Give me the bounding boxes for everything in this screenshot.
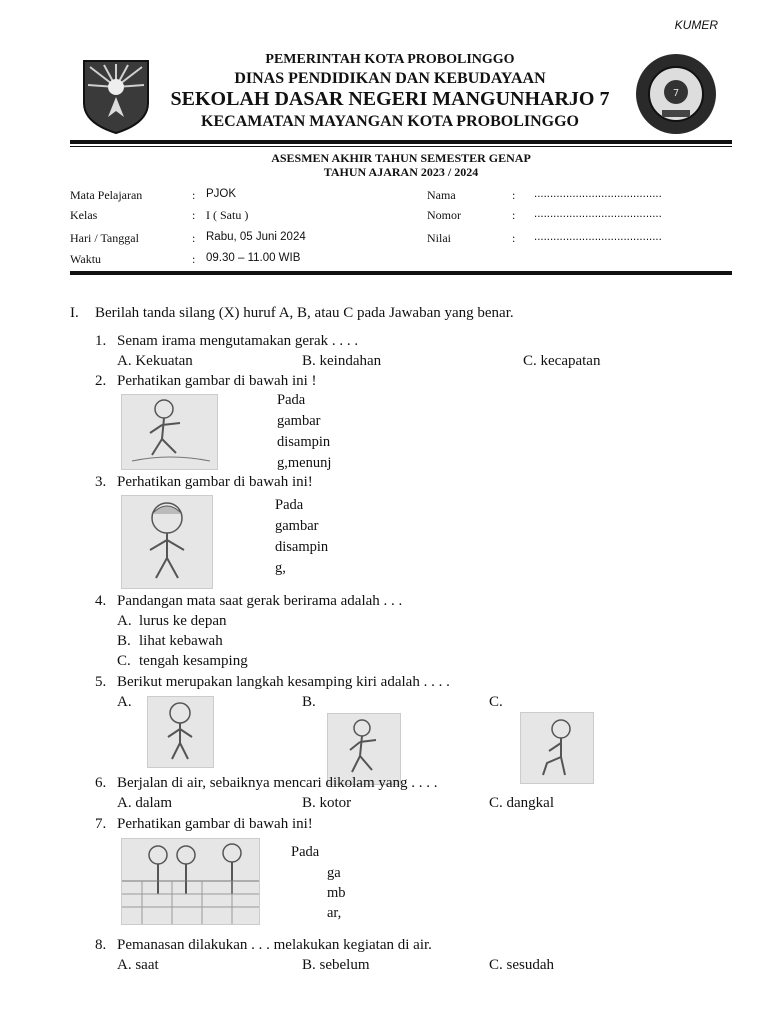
- info-label: Kelas: [70, 208, 98, 222]
- info-time: 09.30 – 11.00 WIB: [206, 252, 301, 264]
- option-c[interactable]: C.: [489, 694, 503, 710]
- q7-side-line: ga: [327, 865, 341, 881]
- question-number: 8.: [95, 937, 107, 953]
- standing-girl-illustration: [121, 495, 213, 589]
- option-b[interactable]: B. sebelum: [302, 957, 370, 973]
- children-in-pool-illustration: [121, 838, 260, 925]
- option-key: A.: [117, 613, 132, 629]
- q7-side-line: Pada: [291, 844, 320, 860]
- option-a[interactable]: A. saat: [117, 957, 159, 973]
- info-colon: :: [512, 188, 516, 202]
- header-school: SEKOLAH DASAR NEGERI MANGUNHARJO 7: [170, 88, 610, 110]
- question-text: Pandangan mata saat gerak berirama adalah . . .: [117, 593, 403, 609]
- info-rule: [70, 271, 732, 275]
- info-label: Nomor: [427, 208, 461, 222]
- question-number: 1.: [95, 333, 107, 349]
- info-class: I ( Satu ): [206, 208, 249, 222]
- q2-side-text: [277, 390, 331, 474]
- q3-side-text: [275, 495, 328, 579]
- header-government: PEMERINTAH KOTA PROBOLINGGO: [265, 52, 515, 67]
- q7-side-line: mb: [327, 885, 346, 901]
- info-label: Mata Pelajaran: [70, 188, 143, 202]
- info-colon: :: [192, 231, 196, 245]
- info-label: Waktu: [70, 252, 102, 266]
- name-field[interactable]: ........................................: [534, 188, 662, 200]
- header-district: KECAMATAN MAYANGAN KOTA PROBOLINGGO: [201, 113, 579, 130]
- info-colon: :: [192, 188, 196, 202]
- header-rule-thin: [70, 146, 732, 147]
- info-subject: PJOK: [206, 188, 237, 200]
- number-field[interactable]: ........................................: [534, 208, 662, 220]
- option-a[interactable]: A. Kekuatan: [117, 353, 193, 369]
- info-colon: :: [192, 252, 196, 266]
- exam-title: ASESMEN AKHIR TAHUN SEMESTER GENAP: [271, 151, 531, 165]
- side-text-line: disampin: [277, 434, 331, 450]
- question-text: Perhatikan gambar di bawah ini!: [117, 816, 313, 832]
- q7-side-line: ar,: [327, 905, 342, 921]
- option-c[interactable]: C. dangkal: [489, 795, 554, 811]
- option-b[interactable]: B. kotor: [302, 795, 352, 811]
- section-instruction: Berilah tanda silang (X) huruf A, B, atau C pada Jawaban yang benar.: [95, 305, 514, 321]
- side-text-line: g,: [275, 560, 286, 576]
- exam-year: TAHUN AJARAN 2023 / 2024: [323, 165, 479, 179]
- section-number: I.: [70, 305, 79, 321]
- side-text-line: gambar: [275, 518, 319, 534]
- info-label: Nama: [427, 188, 456, 202]
- school-seal-logo: [634, 52, 718, 136]
- question-text: Berikut merupakan langkah kesamping kiri adalah . . . .: [117, 674, 450, 690]
- info-label: Nilai: [427, 231, 451, 245]
- info-date: Rabu, 05 Juni 2024: [206, 231, 306, 243]
- option-c[interactable]: tengah kesamping: [139, 653, 248, 669]
- option-key: B.: [117, 633, 131, 649]
- question-number: 5.: [95, 674, 107, 690]
- side-text-line: Pada: [275, 497, 304, 513]
- question-text: Berjalan di air, sebaiknya mencari dikolam yang . . . .: [117, 775, 438, 791]
- info-colon: :: [192, 208, 196, 222]
- info-label: Hari / Tanggal: [70, 231, 139, 245]
- option-a[interactable]: A. dalam: [117, 795, 172, 811]
- option-b[interactable]: B. keindahan: [302, 353, 382, 369]
- side-text-line: Pada: [277, 392, 306, 408]
- score-field[interactable]: ........................................: [534, 231, 662, 243]
- side-text-line: gambar: [277, 413, 321, 429]
- question-text: Perhatikan gambar di bawah ini !: [117, 373, 317, 389]
- option-a[interactable]: A.: [117, 694, 132, 710]
- corner-tag: KUMER: [674, 18, 718, 32]
- header-department: DINAS PENDIDIKAN DAN KEBUDAYAAN: [234, 70, 546, 87]
- info-colon: :: [512, 208, 516, 222]
- option-c-illustration[interactable]: [520, 712, 594, 784]
- question-text: Senam irama mengutamakan gerak . . . .: [117, 333, 359, 349]
- side-text-line: disampin: [275, 539, 329, 555]
- question-number: 3.: [95, 474, 107, 490]
- question-number: 4.: [95, 593, 107, 609]
- question-number: 2.: [95, 373, 107, 389]
- header-rule: [70, 140, 732, 144]
- walking-child-illustration: [121, 394, 218, 470]
- option-key: C.: [117, 653, 131, 669]
- option-a-illustration[interactable]: [147, 696, 214, 768]
- option-b[interactable]: B.: [302, 694, 316, 710]
- question-text: Perhatikan gambar di bawah ini!: [117, 474, 313, 490]
- question-number: 7.: [95, 816, 107, 832]
- info-colon: :: [512, 231, 516, 245]
- option-b[interactable]: lihat kebawah: [139, 633, 223, 649]
- svg-text:7: 7: [672, 88, 680, 99]
- option-c[interactable]: C. kecapatan: [523, 353, 601, 369]
- question-text: Pemanasan dilakukan . . . melakukan kegiatan di air.: [117, 937, 432, 953]
- option-c[interactable]: C. sesudah: [489, 957, 554, 973]
- option-a[interactable]: lurus ke depan: [139, 613, 227, 629]
- question-number: 6.: [95, 775, 107, 791]
- side-text-line: g,menunj: [277, 455, 332, 471]
- city-emblem-logo: [80, 57, 152, 135]
